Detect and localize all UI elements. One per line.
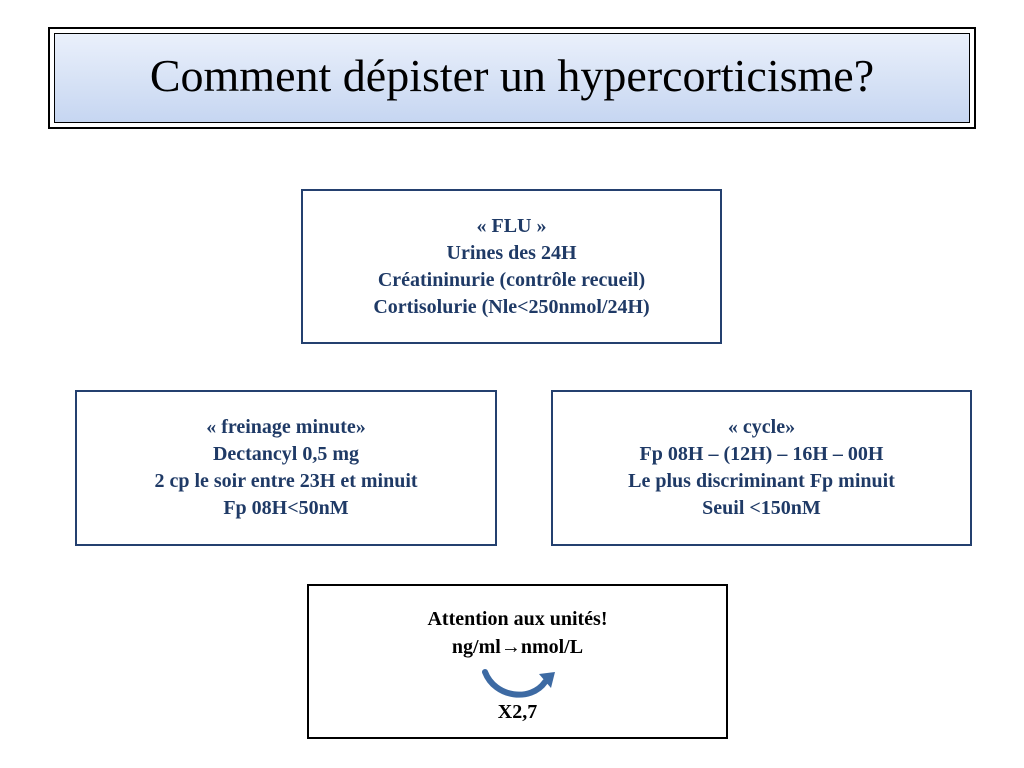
curved-arrow-icon	[479, 668, 557, 702]
freinage-line-dose: Dectancyl 0,5 mg	[212, 443, 360, 465]
cycle-line-threshold: Seuil <150nM	[702, 497, 821, 519]
cycle-line-discriminant: Le plus discriminant Fp minuit	[628, 470, 895, 492]
flu-line-urines: Urines des 24H	[446, 241, 577, 264]
title-banner	[54, 33, 970, 123]
cycle-heading: « cycle»	[727, 416, 796, 438]
units-factor: X2,7	[497, 701, 538, 723]
units-heading: Attention aux unités!	[427, 608, 608, 630]
units-conversion: ng/ml→nmol/L	[451, 636, 584, 658]
title-frame	[48, 27, 976, 129]
flu-box	[301, 189, 722, 344]
freinage-heading: « freinage minute»	[206, 416, 366, 438]
freinage-line-threshold: Fp 08H<50nM	[223, 497, 349, 519]
freinage-box	[75, 390, 497, 546]
flu-line-cortisolurie: Cortisolurie (Nle<250nmol/24H)	[373, 295, 650, 318]
cycle-line-times: Fp 08H – (12H) – 16H – 00H	[639, 443, 884, 465]
flu-heading: « FLU »	[476, 214, 547, 237]
freinage-line-timing: 2 cp le soir entre 23H et minuit	[154, 470, 418, 492]
cycle-box	[551, 390, 972, 546]
units-box	[307, 584, 728, 739]
slide-title: Comment dépister un hypercorticisme?	[149, 49, 875, 101]
flu-line-creatininurie: Créatininurie (contrôle recueil)	[377, 268, 646, 291]
